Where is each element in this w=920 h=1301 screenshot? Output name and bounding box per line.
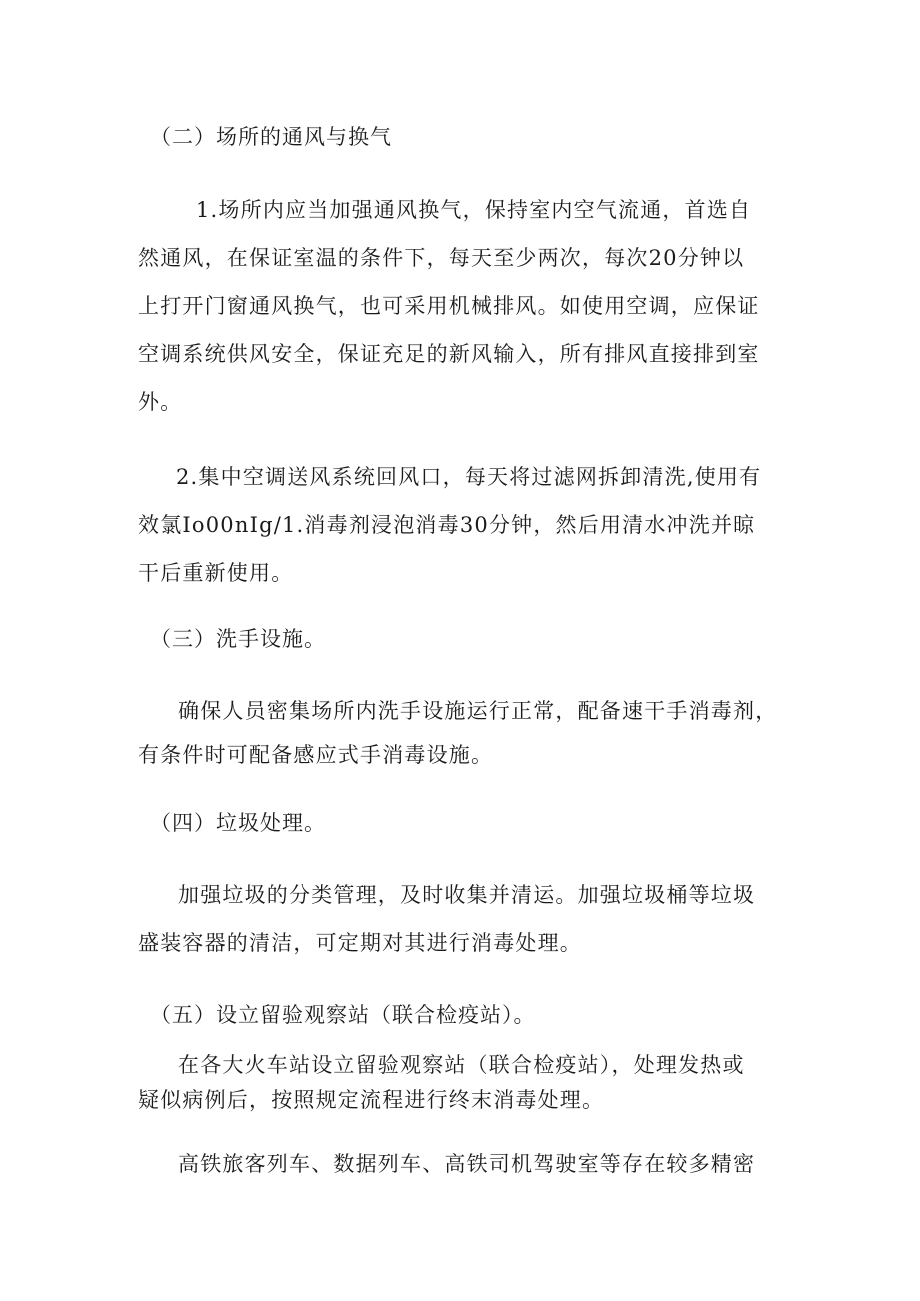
paragraph-line: 有条件时可配备感应式手消毒设施。 xyxy=(138,743,494,767)
paragraph-line: 效氯Io00nIg/1.消毒剂浸泡消毒30分钟，然后用清水冲洗并晾 xyxy=(138,513,756,537)
paragraph-line: 干后重新使用。 xyxy=(138,561,294,585)
paragraph-line: 上打开门窗通风换气，也可采用机械排风。如使用空调，应保证 xyxy=(138,294,760,318)
paragraph-line: 加强垃圾的分类管理，及时收集并清运。加强垃圾桶等垃圾 xyxy=(178,883,756,907)
paragraph-line: 外。 xyxy=(138,390,183,414)
section-heading-5: （五）设立留验观察站（联合检疫站）。 xyxy=(150,1003,536,1027)
paragraph-line: 在各大火车站设立留验观察站（联合检疫站），处理发热或 xyxy=(178,1053,745,1077)
paragraph-line: 盛装容器的清洁，可定期对其进行消毒处理。 xyxy=(138,931,582,955)
paragraph-line: 2.集中空调送风系统回风口，每天将过滤网拆卸清洗,使用有 xyxy=(176,465,762,489)
paragraph-line: 确保人员密集场所内洗手设施运行正常，配备速干手消毒剂， xyxy=(178,699,778,723)
paragraph-line: 空调系统供风安全，保证充足的新风输入，所有排风直接排到室 xyxy=(138,342,760,366)
section-heading-3: （三）洗手设施。 xyxy=(150,627,326,651)
paragraph-line: 疑似病例后，按照规定流程进行终末消毒处理。 xyxy=(138,1088,605,1112)
paragraph-line: 1.场所内应当加强通风换气，保持室内空气流通，首选自 xyxy=(196,198,752,222)
paragraph-line: 然通风，在保证室温的条件下，每天至少两次，每次20分钟以 xyxy=(138,246,745,270)
section-heading-2: （二）场所的通风与换气 xyxy=(150,125,392,149)
section-heading-4: （四）垃圾处理。 xyxy=(150,811,326,835)
paragraph-line: 高铁旅客列车、数据列车、高铁司机驾驶室等存在较多精密 xyxy=(178,1152,756,1176)
